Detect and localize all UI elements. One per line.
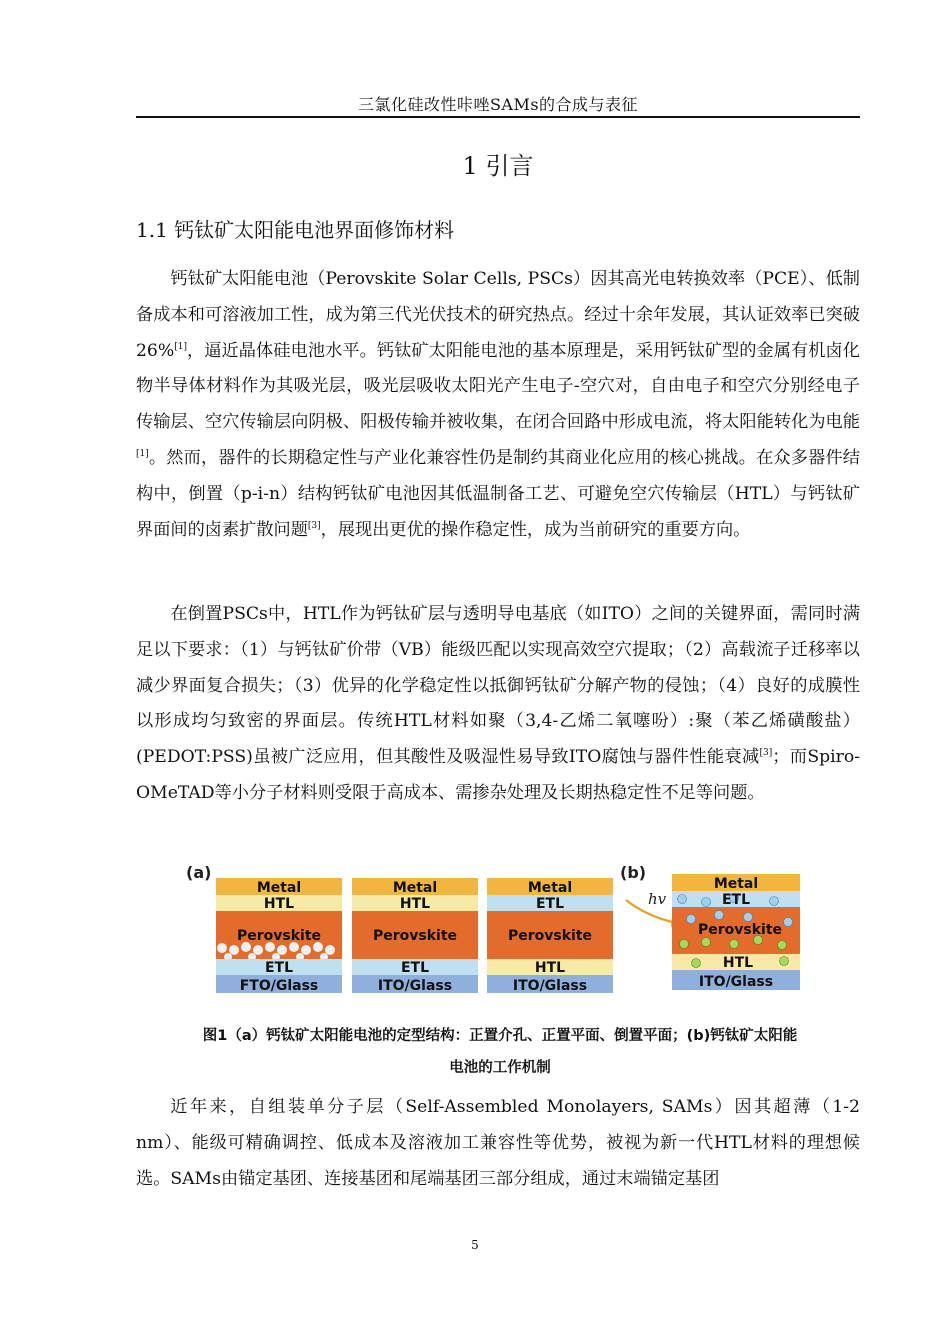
stack-1-label-3: Perovskite — [236, 928, 322, 944]
stack-3-label-3: Perovskite — [507, 928, 593, 944]
panel-a-label: (a) — [186, 863, 212, 882]
paragraph-3 — [136, 1090, 860, 1197]
header-rule — [136, 116, 860, 118]
figure-1 — [186, 860, 812, 1002]
stack-4-label-3: Perovskite — [697, 922, 783, 938]
stack-2 — [352, 878, 478, 994]
page-number: 5 — [471, 1238, 479, 1252]
light-label: hv — [648, 890, 667, 908]
stack-4-label-2: ETL — [721, 892, 751, 908]
p1-text-4: ，展现出更优的操作稳定性，成为当前研究的重要方向。 — [320, 519, 751, 540]
stack-1-label-4: ETL — [264, 960, 294, 976]
p3-text-1: 近年来，自组装单分子层（Self-Assembled Monolayers, SAMs）因其超薄（1-2 nm）、能级可精确调控、低成本及溶液加工兼容性等优势，被视为新一代HTL材料的理想候选。SAMs由锚定基团、连接基团和尾端基团三部分组成，通过末端锚定基团 — [136, 1097, 860, 1189]
stack-2-label-3: Perovskite — [372, 928, 458, 944]
paragraph-2 — [136, 597, 860, 812]
chapter-title: 1 引言 — [462, 152, 534, 180]
citation-2[interactable]: [1] — [136, 448, 149, 459]
section-title: 1.1 钙钛矿太阳能电池界面修饰材料 — [136, 218, 455, 242]
caption-line-2: 电池的工作机制 — [449, 1060, 551, 1076]
caption-line-1: 图1（a）钙钛矿太阳能电池的定型结构：正置介孔、正置平面、倒置平面；(b)钙钛矿太阳能 — [202, 1028, 798, 1044]
stack-3-label-4: HTL — [534, 960, 566, 976]
stack-2-label-2: HTL — [399, 896, 431, 912]
stack-1-label-5: FTO/Glass — [239, 978, 319, 994]
paragraph-1 — [136, 262, 860, 548]
citation-3[interactable]: [3] — [307, 520, 321, 531]
figure-caption — [160, 1020, 840, 1084]
p2-text-2: ；而Spiro-OMeTAD等小分子材料则受限于高成本、需掺杂处理及长期热稳定性不足等问题。 — [136, 747, 860, 803]
stack-3 — [487, 878, 613, 994]
stack-3-label-1: Metal — [527, 880, 573, 896]
p1-text-2: ，逼近晶体硅电池水平。钙钛矿太阳能电池的基本原理是，采用钙钛矿型的金属有机卤化物半导体材料作为其吸光层，吸光层吸收太阳光产生电子-空穴对，自由电子和空穴分别经电子传输层、空穴传输层向阴极、阳极传输并被收集，在闭合回路中形成电流，将太阳能转化为电能 — [136, 340, 860, 433]
stack-4-label-5: ITO/Glass — [698, 974, 774, 990]
stack-1-label-1: Metal — [256, 880, 302, 896]
citation-1[interactable]: [1] — [174, 341, 187, 352]
figure-1-svg — [186, 860, 812, 1002]
stack-2-label-4: ETL — [400, 960, 430, 976]
stack-4-label-1: Metal — [713, 876, 759, 892]
stack-4-label-4: HTL — [722, 955, 754, 971]
stack-3-label-2: ETL — [535, 896, 565, 912]
stack-1-label-2: HTL — [263, 896, 295, 912]
stack-2-label-1: Metal — [392, 880, 438, 896]
stack-1 — [216, 878, 342, 994]
panel-b-label: (b) — [620, 863, 647, 882]
p1-text-3: 。然而，器件的长期稳定性与产业化兼容性仍是制约其商业化应用的核心挑战。在众多器件结构中，倒置（p-i-n）结构钙钛矿电池因其低温制备工艺、可避免空穴传输层（HTL）与钙钛矿界面间的卤素扩散问题 — [136, 447, 860, 540]
p1-text-1: 钙钛矿太阳能电池（Perovskite Solar Cells, PSCs）因其高光电转换效率（PCE）、低制备成本和可溶液加工性，成为第三代光伏技术的研究热点。经过十余年发展，其认证效率已突破26% — [136, 269, 860, 361]
stack-3-label-5: ITO/Glass — [512, 978, 588, 994]
working-mechanism — [626, 874, 800, 990]
stack-2-label-5: ITO/Glass — [377, 978, 453, 994]
running-header: 三氯化硅改性咔唑SAMs的合成与表征 — [357, 95, 639, 114]
p2-text-1: 在倒置PSCs中，HTL作为钙钛矿层与透明导电基底（如ITO）之间的关键界面，需同时满足以下要求：（1）与钙钛矿价带（VB）能级匹配以实现高效空穴提取；（2）高载流子迁移率以减少界面复合损失；（3）优异的化学稳定性以抵御钙钛矿分解产物的侵蚀；（4）良好的成膜性以形成均匀致密的界面层。传统HTL材料如聚（3,4-乙烯二氧噻吩）:聚（苯乙烯磺酸盐）(PEDOT:PSS)虽被广泛应用，但其酸性及吸湿性易导致ITO腐蚀与器件性能衰减 — [136, 604, 860, 768]
citation-4[interactable]: [3] — [759, 748, 773, 759]
